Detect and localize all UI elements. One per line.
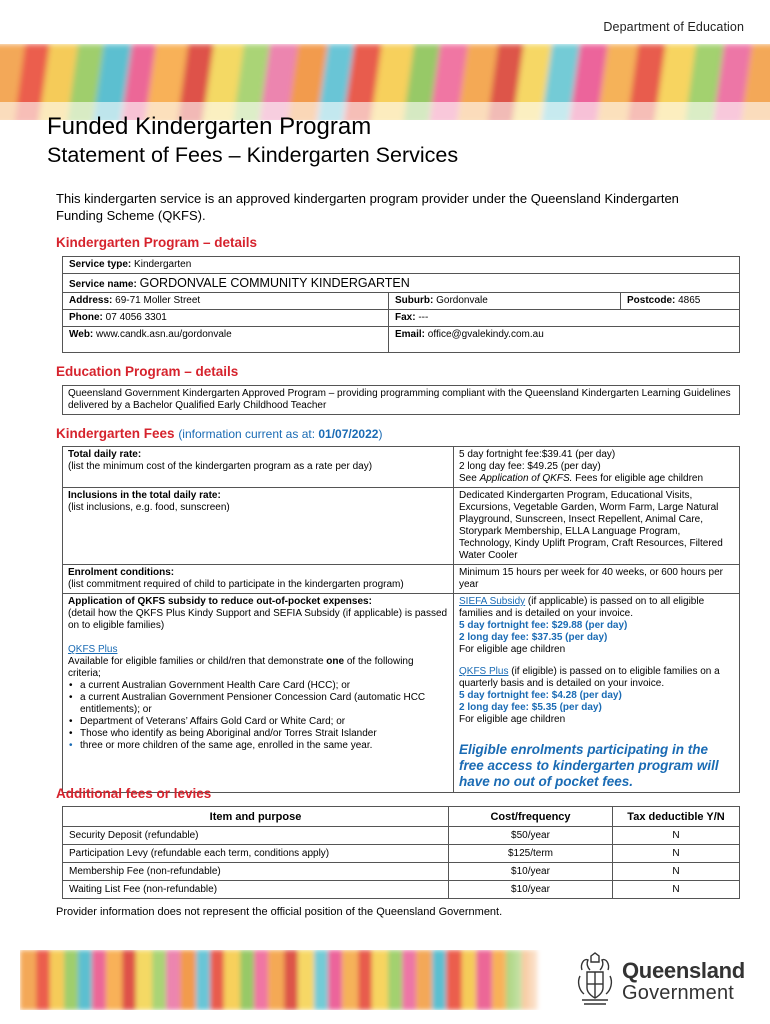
cost-cell: $50/year — [449, 827, 613, 845]
address-label: Address: — [69, 295, 113, 306]
siefa-fee-2: 2 long day fee: $37.35 (per day) — [459, 632, 608, 643]
tax-cell: N — [613, 881, 740, 899]
enrolment-value: Minimum 15 hours per week for 40 weeks, or 600 hours per year — [454, 565, 740, 594]
table-row — [63, 827, 740, 845]
education-table — [62, 385, 740, 415]
siefa-eligible: For eligible age children — [459, 644, 566, 655]
phone-label: Phone: — [69, 312, 103, 323]
page-subtitle: Statement of Fees – Kindergarten Services — [47, 143, 459, 167]
additional-fees-table — [62, 806, 740, 899]
program-details-heading: Kindergarten Program – details — [56, 235, 258, 250]
enrolment-hint: (list commitment required of child to participate in the kindergarten program) — [68, 579, 404, 590]
siefa-link[interactable]: SIEFA Subsidy — [459, 596, 526, 607]
item-cell: Membership Fee (non-refundable) — [63, 863, 449, 881]
daily-rate-1: 5 day fortnight fee:$39.41 (per day) — [459, 449, 616, 460]
page-title: Funded Kindergarten Program — [47, 113, 372, 140]
criteria-item: • Department of Veterans’ Affairs Gold Card or White Card; or — [68, 716, 448, 728]
subsidy-hint: (detail how the QKFS Plus Kindy Support and SEFIA Subsidy (if applicable) is passed on to eligible families) — [68, 608, 448, 631]
table-header-row — [63, 807, 740, 827]
service-name-value: GORDONVALE COMMUNITY KINDERGARTEN — [139, 276, 410, 290]
column-header: Tax deductible Y/N — [613, 807, 740, 827]
suburb-label: Suburb: — [395, 295, 434, 306]
education-text: Queensland Government Kindergarten Approved Program – providing programming compliant with the Queensland Kindergarten Learning Guidelines delivered by a Bachelor Qualified Early Childhood Teacher — [63, 386, 740, 415]
fax-cell — [389, 310, 740, 327]
fees-heading-row — [56, 426, 382, 441]
postcode-label: Postcode: — [627, 295, 676, 306]
tax-cell: N — [613, 827, 740, 845]
table-row — [63, 863, 740, 881]
phone-value: 07 4056 3301 — [105, 312, 167, 323]
suburb-value: Gordonvale — [436, 295, 488, 306]
footer-art — [20, 950, 550, 1010]
phone-cell — [63, 310, 389, 327]
item-cell: Waiting List Fee (non-refundable) — [63, 881, 449, 899]
suburb-cell — [389, 293, 621, 310]
web-value: www.candk.asn.au/gordonvale — [96, 329, 232, 340]
footer-watercolor — [20, 950, 550, 1010]
qkfs-eligible: For eligible age children — [459, 714, 566, 725]
email-cell — [389, 327, 740, 353]
disclaimer: Provider information does not represent the official position of the Queensland Government. — [56, 906, 503, 918]
enrolment-label-cell — [63, 565, 454, 594]
daily-rate-label: Total daily rate: — [68, 449, 142, 460]
daily-rate-label-cell — [63, 447, 454, 488]
qkfs-fee-1: 5 day fortnight fee: $4.28 (per day) — [459, 690, 622, 701]
queensland-government-logo — [574, 952, 754, 1010]
qkfs-paragraph: QKFS Plus (if eligible) is passed on to eligible families on a quarterly basis and is detailed on your invoice. — [459, 666, 720, 689]
item-cell: Security Deposit (refundable) — [63, 827, 449, 845]
daily-rate-hint: (list the minimum cost of the kindergarten program as a rate per day) — [68, 461, 373, 472]
enrolment-label: Enrolment conditions: — [68, 567, 175, 578]
tax-cell: N — [613, 845, 740, 863]
watercolor-banner — [0, 44, 770, 120]
fax-label: Fax: — [395, 312, 416, 323]
table-row — [63, 881, 740, 899]
program-details-table — [62, 256, 740, 353]
department-name: Department of Education — [603, 20, 744, 34]
service-type-label: Service type: — [69, 259, 132, 270]
daily-rate-value-cell — [454, 447, 740, 488]
daily-rate-2: 2 long day fee: $49.25 (per day) — [459, 461, 601, 472]
inclusions-label: Inclusions in the total daily rate: — [68, 490, 221, 501]
item-cell: Participation Levy (refundable each term, conditions apply) — [63, 845, 449, 863]
postcode-value: 4865 — [678, 295, 701, 306]
web-cell — [63, 327, 389, 353]
service-type-value: Kindergarten — [134, 259, 192, 270]
service-name-label: Service name: — [69, 279, 137, 290]
siefa-fee-1: 5 day fortnight fee: $29.88 (per day) — [459, 620, 628, 631]
fees-table — [62, 446, 740, 793]
qkfs-plus-link[interactable]: QKFS Plus — [68, 644, 118, 655]
subsidy-label: Application of QKFS subsidy to reduce out-of-pocket expenses: — [68, 596, 372, 607]
inclusions-label-cell — [63, 488, 454, 565]
queensland-wordmark: Queensland — [622, 958, 745, 983]
cost-cell: $10/year — [449, 863, 613, 881]
tax-cell: N — [613, 863, 740, 881]
criteria-item: • a current Australian Government Pensioner Concession Card (automatic HCC entitlements); or — [68, 692, 448, 716]
inclusions-hint: (list inclusions, e.g. food, sunscreen) — [68, 502, 230, 513]
column-header: Item and purpose — [63, 807, 449, 827]
subsidy-label-cell — [63, 594, 454, 793]
crest-icon — [574, 952, 616, 1008]
education-heading: Education Program – details — [56, 364, 239, 379]
criteria-list — [68, 680, 448, 752]
fees-note: (information current as at: 01/07/2022) — [178, 427, 383, 441]
criteria-item: • three or more children of the same age, enrolled in the same year. — [68, 740, 448, 752]
additional-fees-heading: Additional fees or levies — [56, 786, 212, 801]
free-access-statement: Eligible enrolments participating in the free access to kindergarten program will have no out of pocket fees. — [459, 742, 719, 789]
qkfs-plus-link-2[interactable]: QKFS Plus — [459, 666, 509, 677]
table-row — [63, 845, 740, 863]
web-label: Web: — [69, 329, 94, 340]
service-type-cell — [63, 257, 740, 274]
fees-heading: Kindergarten Fees — [56, 426, 175, 441]
intro-paragraph: This kindergarten service is an approved kindergarten program provider under the Queensland Kindergarten Funding Scheme (QKFS). — [56, 191, 679, 223]
address-value: 69-71 Moller Street — [115, 295, 201, 306]
qkfs-plus-description: Available for eligible families or child/ren that demonstrate one of the following criteria; — [68, 656, 414, 679]
service-name-cell — [63, 274, 740, 293]
subsidy-value-cell — [454, 594, 740, 793]
column-header: Cost/frequency — [449, 807, 613, 827]
cost-cell: $125/term — [449, 845, 613, 863]
daily-rate-3: See Application of QKFS. Fees for eligible age children — [459, 473, 704, 484]
address-cell — [63, 293, 389, 310]
government-wordmark: Government — [622, 982, 735, 1004]
banner-art — [0, 44, 770, 120]
email-label: Email: — [395, 329, 426, 340]
fax-value: --- — [418, 312, 429, 323]
qkfs-fee-2: 2 long day fee: $5.35 (per day) — [459, 702, 602, 713]
criteria-item: • a current Australian Government Health Care Card (HCC); or — [68, 680, 448, 692]
cost-cell: $10/year — [449, 881, 613, 899]
email-value: office@gvalekindy.com.au — [427, 329, 544, 340]
criteria-item: • Those who identify as being Aboriginal and/or Torres Strait Islander — [68, 728, 448, 740]
inclusions-value: Dedicated Kindergarten Program, Educational Visits, Excursions, Vegetable Garden, Worm Farm, Large Natural Playground, Sunscreen, Insect Repellent, Animal Care, Storypark Membership, ELLA Language Program, Technology, Kindy Uplift Program, Craft Resources, Filtered Water Cooler — [454, 488, 740, 565]
postcode-cell — [621, 293, 740, 310]
siefa-paragraph: SIEFA Subsidy (if applicable) is passed on to all eligible families and is detailed on your invoice. — [459, 596, 705, 619]
